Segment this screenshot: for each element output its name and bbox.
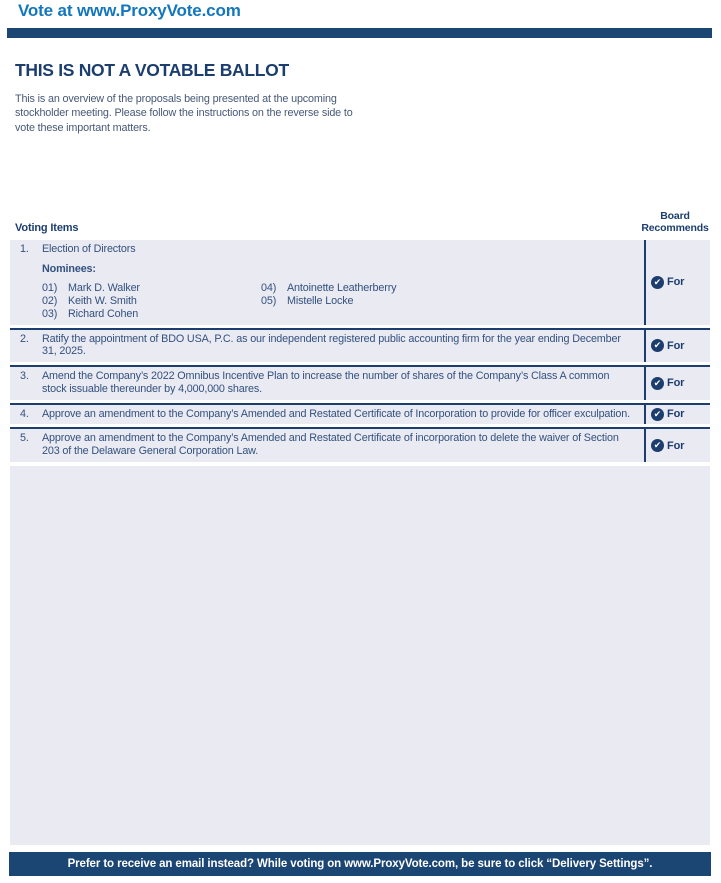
- check-circle-icon: [651, 377, 664, 390]
- nominee-name: Richard Cohen: [68, 307, 139, 320]
- voting-items-header: Voting Items: [15, 222, 79, 234]
- notice-description: This is an overview of the proposals being presented at the upcoming stockholder meeting. Please follow the instructions on the reverse side to vote these important matters.: [15, 93, 353, 134]
- nominees-list: [42, 282, 636, 320]
- proposal-cell: [10, 429, 644, 461]
- voting-items-table: [10, 240, 710, 845]
- nominee: [42, 295, 261, 308]
- nominee-number: 05): [261, 295, 277, 308]
- nominee-number: 03): [42, 307, 58, 320]
- nominee: [261, 282, 396, 295]
- proposal-text: Amend the Company’s 2022 Omnibus Incentive Plan to increase the number of shares of the Company’s Class A common stock issuable thereunder by 4,000,000 shares.: [42, 370, 610, 395]
- check-circle-icon: [651, 276, 664, 289]
- nominees-label: Nominees:: [42, 262, 96, 275]
- proposal-number: 2.: [20, 332, 29, 345]
- nominee-number: 01): [42, 282, 58, 295]
- recommendation-label: For: [667, 339, 685, 352]
- nominee-name: Mark D. Walker: [68, 282, 140, 295]
- nominee-number: 02): [42, 295, 58, 308]
- proposal-cell: [10, 367, 644, 399]
- check-circle-icon: [651, 439, 664, 452]
- check-circle-icon: [651, 408, 664, 421]
- header-divider-bar: [7, 28, 712, 38]
- footer-banner: Prefer to receive an email instead? While voting on www.ProxyVote.com, be sure to click “Delivery Settings”.: [9, 852, 711, 876]
- proposal-cell: [10, 330, 644, 362]
- recommendation-cell: [644, 367, 710, 399]
- nominee: [261, 295, 396, 308]
- nominee-name: Mistelle Locke: [287, 295, 354, 308]
- recommendation-cell: [644, 330, 710, 362]
- nominee-number: 04): [261, 282, 277, 295]
- empty-shaded-area: [10, 466, 710, 845]
- table-row: [10, 403, 710, 425]
- proposal-body: [42, 243, 636, 321]
- proposal-text: Approve an amendment to the Company’s Amended and Restated Certificate of incorporation to delete the waiver of Section 203 of the Delaware General Corporation Law.: [42, 432, 619, 458]
- nominee: [42, 282, 261, 295]
- proposal-cell: [10, 405, 644, 425]
- table-row: [10, 365, 710, 399]
- proposal-number: 3.: [20, 370, 29, 383]
- nominees-column-1: [42, 282, 261, 320]
- recommendation-cell: [644, 429, 710, 461]
- recommendation-label: For: [667, 377, 685, 390]
- proposal-number: 4.: [20, 407, 29, 420]
- board-recommends-header: Board Recommends: [641, 210, 709, 235]
- proposal-number: 5.: [20, 432, 29, 445]
- nominee: [42, 308, 261, 321]
- proposal-text: Approve an amendment to the Company’s Amended and Restated Certificate of Incorporation to provide for officer exculpation.: [42, 407, 630, 420]
- recommendation-label: For: [667, 439, 685, 452]
- table-row: [10, 240, 710, 325]
- proposal-cell: [10, 240, 644, 325]
- proposal-text: Election of Directors: [42, 243, 136, 255]
- check-circle-icon: [651, 339, 664, 352]
- nominee-name: Antoinette Leatherberry: [287, 282, 397, 295]
- recommendation-cell: [644, 405, 710, 425]
- nominees-column-2: [261, 282, 396, 320]
- table-row: [10, 328, 710, 362]
- recommendation-cell: [644, 240, 710, 325]
- proposal-number: 1.: [20, 243, 29, 255]
- notice-heading: THIS IS NOT A VOTABLE BALLOT: [15, 60, 289, 80]
- table-row: [10, 427, 710, 461]
- page-title: Vote at www.ProxyVote.com: [18, 1, 241, 20]
- recommendation-label: For: [667, 276, 685, 289]
- nominee-name: Keith W. Smith: [68, 295, 137, 308]
- proposal-text: Ratify the appointment of BDO USA, P.C. as our independent registered public accounting firm for the year ending December 31, 2025.: [42, 332, 621, 358]
- recommendation-label: For: [667, 408, 685, 421]
